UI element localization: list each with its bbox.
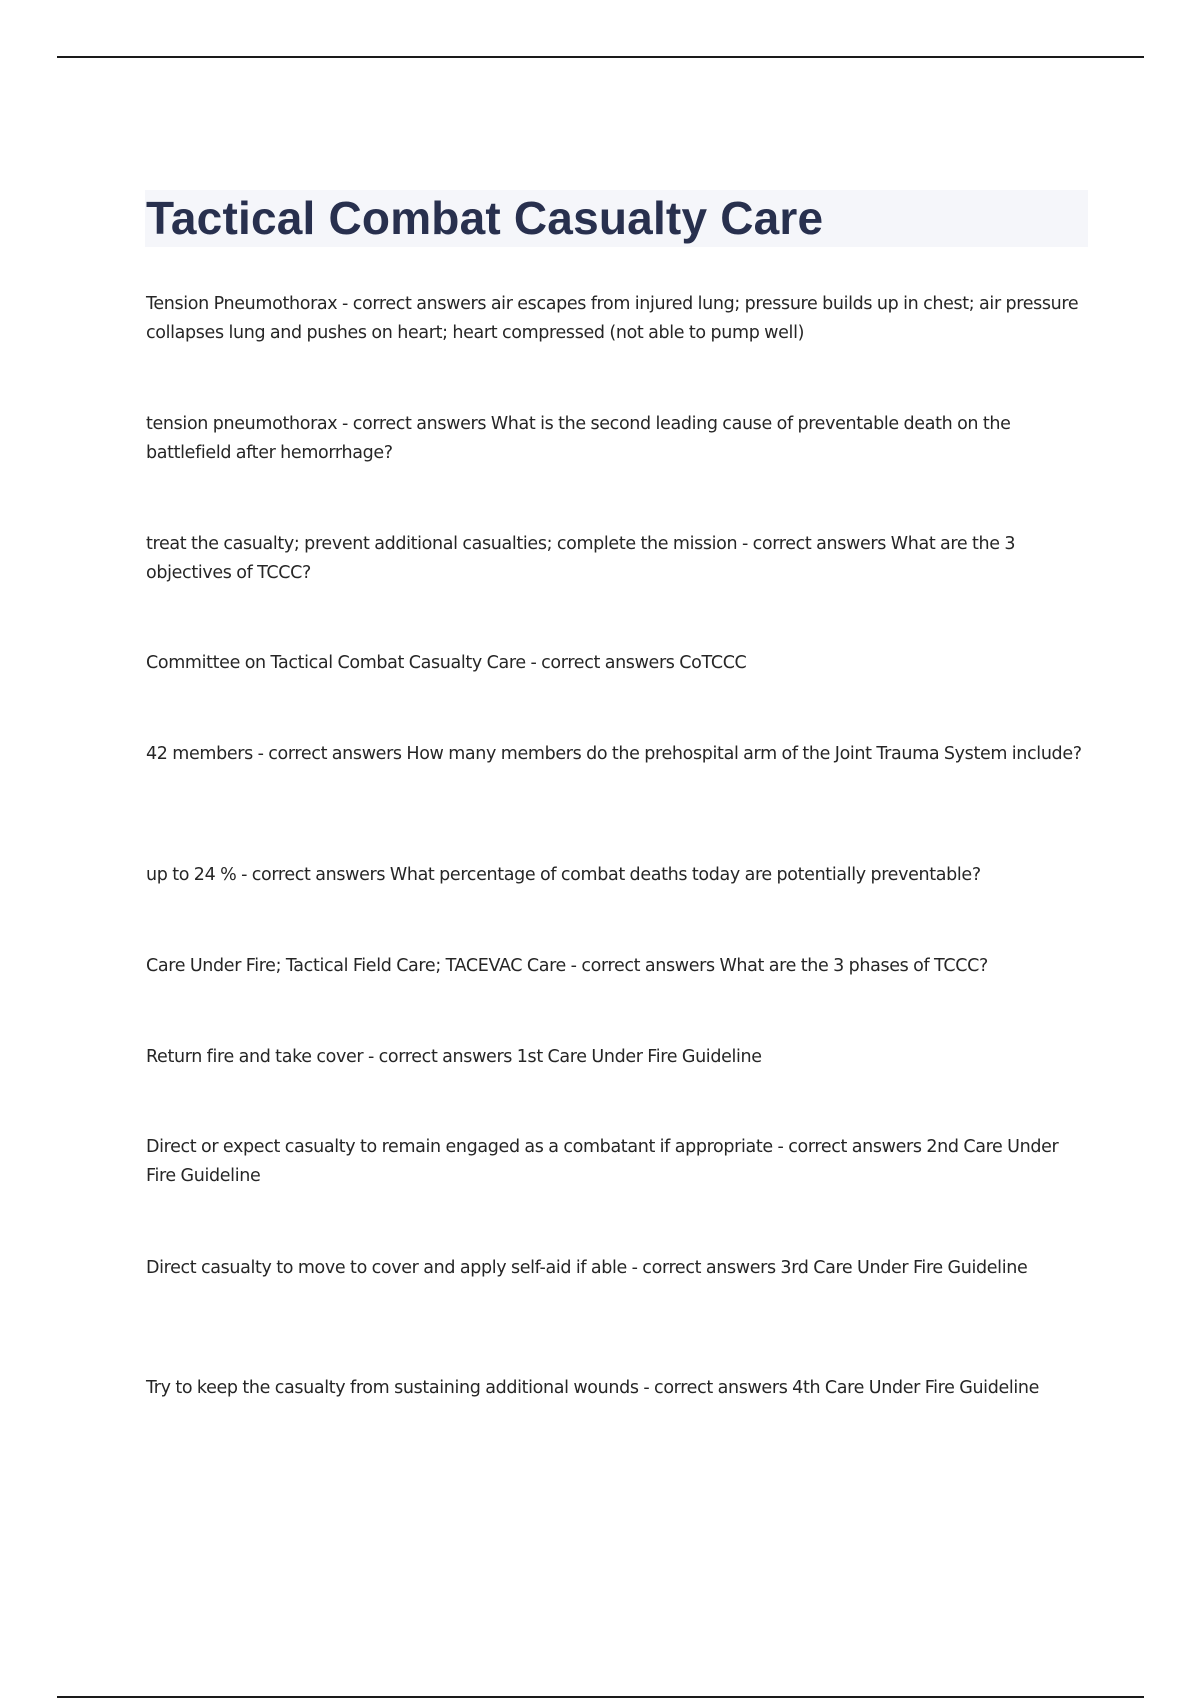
qa-entry: Committee on Tactical Combat Casualty Care - correct answers CoTCCC [146,653,747,673]
qa-entry: 42 members - correct answers How many members do the prehospital arm of the Joint Trauma System include? [146,744,1082,764]
document-title: Tactical Combat Casualty Care [146,192,824,244]
qa-entry: Tension Pneumothorax - correct answers air escapes from injured lung; pressure builds up in chest; air pressure collapses lung and pushes on heart; heart compressed (not able to pump well) [146,294,1079,343]
footer-rule [57,1696,1144,1698]
qa-entry: Return fire and take cover - correct answers 1st Care Under Fire Guideline [146,1047,762,1067]
qa-entry: Care Under Fire; Tactical Field Care; TACEVAC Care - correct answers What are the 3 phases of TCCC? [146,956,988,976]
header-rule [57,56,1144,58]
qa-entry: Direct casualty to move to cover and apply self-aid if able - correct answers 3rd Care Under Fire Guideline [146,1258,1028,1278]
qa-entry: tension pneumothorax - correct answers What is the second leading cause of preventable death on the battlefield after hemorrhage? [146,414,1011,463]
qa-entry: treat the casualty; prevent additional casualties; complete the mission - correct answers What are the 3 objectives of TCCC? [146,534,1016,583]
qa-entry: Direct or expect casualty to remain engaged as a combatant if appropriate - correct answers 2nd Care Under Fire Guideline [146,1137,1059,1186]
qa-entry: up to 24 % - correct answers What percentage of combat deaths today are potentially preventable? [146,865,981,885]
qa-entry: Try to keep the casualty from sustaining additional wounds - correct answers 4th Care Under Fire Guideline [146,1378,1040,1398]
